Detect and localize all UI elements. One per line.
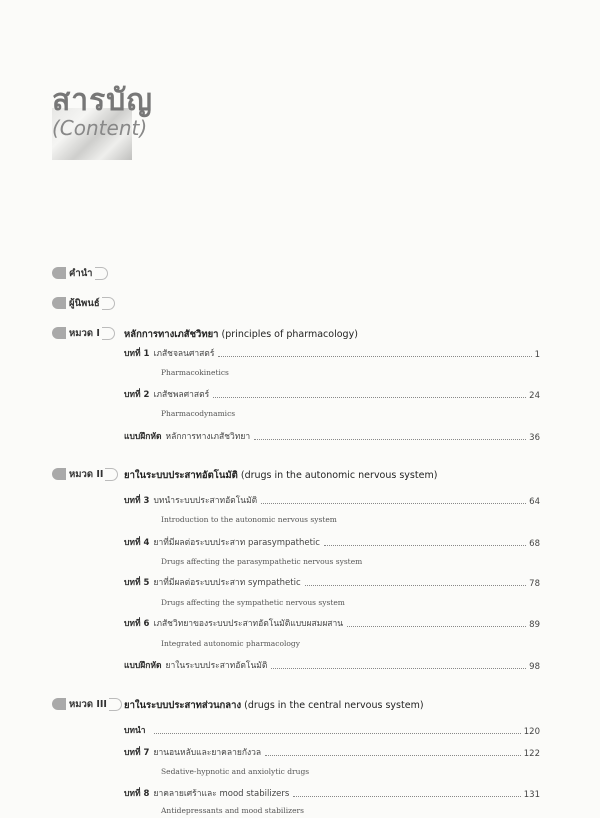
entry-page: 78 (529, 579, 540, 589)
section-title-thai: ยาในระบบประสาทส่วนกลาง (124, 700, 242, 711)
entry-subtitle: Drugs affecting the sympathetic nervous system (161, 598, 345, 607)
dot-leader (254, 439, 526, 440)
entry-subtitle: Integrated autonomic pharmacology (161, 639, 300, 648)
entry-title: ยาในระบบประสาทอัตโนมัติ (165, 661, 268, 671)
pill-dot-icon (52, 297, 66, 309)
dot-leader (293, 796, 520, 797)
dot-leader (218, 356, 531, 357)
pill-end-icon (109, 698, 122, 711)
entry-subtitle: Drugs affecting the parasympathetic nervous system (161, 557, 363, 566)
dot-leader (213, 397, 526, 398)
dot-leader (347, 626, 526, 627)
dot-leader (324, 545, 526, 546)
section-pill-3[interactable] (52, 697, 122, 711)
entry-subtitle: Antidepressants and mood stabilizers (161, 806, 304, 815)
entry-label: แบบฝึกหัด (124, 432, 162, 442)
entry-title: หลักการทางเภสัชวิทยา (165, 432, 251, 442)
section-title-1 (124, 327, 358, 342)
entry-title: บทนำระบบประสาทอัตโนมัติ (153, 496, 258, 506)
page-title-english: (Content) (52, 116, 148, 140)
pill-dot-icon (52, 468, 66, 480)
pill-end-icon (95, 267, 108, 280)
section-title-english: (drugs in the autonomic nervous system) (237, 470, 438, 481)
entry-title: เภสัชพลศาสตร์ (153, 390, 210, 400)
pill-dot-icon (52, 267, 66, 279)
entry-title: เภสัชจลนศาสตร์ (153, 349, 215, 359)
toc-entry[interactable] (124, 787, 540, 800)
toc-entry[interactable] (124, 494, 540, 507)
entry-title: ยาคลายเศร้าและ mood stabilizers (153, 789, 290, 799)
entry-page: 122 (523, 749, 540, 759)
pill-end-icon (105, 468, 118, 481)
entry-label: บทที่ 4 (124, 538, 150, 548)
entry-page: 24 (529, 391, 540, 401)
pill-dot-icon (52, 327, 66, 339)
entry-page: 89 (529, 620, 540, 630)
pill-end-icon (102, 297, 115, 310)
toc-entry[interactable] (124, 347, 540, 360)
dot-leader (261, 503, 526, 504)
front-item-label: ผู้นิพนธ์ (69, 297, 100, 309)
entry-page: 36 (529, 433, 540, 443)
entry-subtitle: Pharmacokinetics (161, 368, 229, 377)
entry-label: บทนำ (124, 726, 146, 736)
front-item-authors[interactable] (52, 296, 115, 310)
dot-leader (271, 668, 526, 669)
section-title-thai: ยาในระบบประสาทอัตโนมัติ (124, 470, 238, 481)
entry-title: เภสัชวิทยาของระบบประสาทอัตโนมัติแบบผสมผสาน (153, 619, 344, 629)
entry-subtitle: Introduction to the autonomic nervous system (161, 515, 337, 524)
entry-page: 1 (534, 350, 540, 360)
entry-label: บทที่ 6 (124, 619, 150, 629)
pill-dot-icon (52, 698, 66, 710)
front-item-preface[interactable] (52, 266, 108, 280)
section-title-english: (drugs in the central nervous system) (241, 700, 424, 711)
entry-label: บทที่ 3 (124, 496, 150, 506)
entry-title: ยานอนหลับและยาคลายกังวล (153, 748, 262, 758)
section-pill-label: หมวด III (69, 698, 107, 710)
section-pill-1[interactable] (52, 326, 115, 340)
entry-page: 98 (529, 662, 540, 672)
toc-entry[interactable] (124, 430, 540, 443)
section-pill-2[interactable] (52, 467, 118, 481)
section-title-2 (124, 468, 437, 483)
dot-leader (265, 755, 521, 756)
entry-title: ยาที่มีผลต่อระบบประสาท sympathetic (153, 578, 301, 588)
entry-page: 64 (529, 497, 540, 507)
section-title-3 (124, 698, 424, 713)
entry-label: บทที่ 7 (124, 748, 150, 758)
pill-end-icon (102, 327, 115, 340)
dot-leader (305, 585, 527, 586)
page-title-thai: สารบัญ (52, 83, 153, 118)
entry-page: 120 (523, 727, 540, 737)
entry-label: บทที่ 5 (124, 578, 150, 588)
front-item-label: คำนำ (69, 267, 93, 279)
toc-entry[interactable] (124, 388, 540, 401)
entry-label: บทที่ 1 (124, 349, 150, 359)
section-title-english: (principles of pharmacology) (218, 329, 358, 340)
entry-title: ยาที่มีผลต่อระบบประสาท parasympathetic (153, 538, 320, 548)
entry-page: 68 (529, 539, 540, 549)
section-pill-label: หมวด II (69, 468, 104, 480)
toc-entry[interactable] (124, 536, 540, 549)
section-title-thai: หลักการทางเภสัชวิทยา (124, 329, 219, 340)
entry-subtitle: Sedative-hypnotic and anxiolytic drugs (161, 767, 310, 776)
entry-label: บทที่ 2 (124, 390, 150, 400)
toc-entry[interactable] (124, 617, 540, 630)
page-title (52, 83, 153, 140)
entry-page: 131 (523, 790, 540, 800)
toc-entry[interactable] (124, 746, 540, 759)
toc-entry[interactable] (124, 576, 540, 589)
toc-entry[interactable] (124, 724, 540, 737)
toc-entry[interactable] (124, 659, 540, 672)
entry-label: แบบฝึกหัด (124, 661, 162, 671)
section-pill-label: หมวด I (69, 327, 100, 339)
entry-label: บทที่ 8 (124, 789, 150, 799)
entry-subtitle: Pharmacodynamics (161, 409, 236, 418)
dot-leader (154, 733, 521, 734)
